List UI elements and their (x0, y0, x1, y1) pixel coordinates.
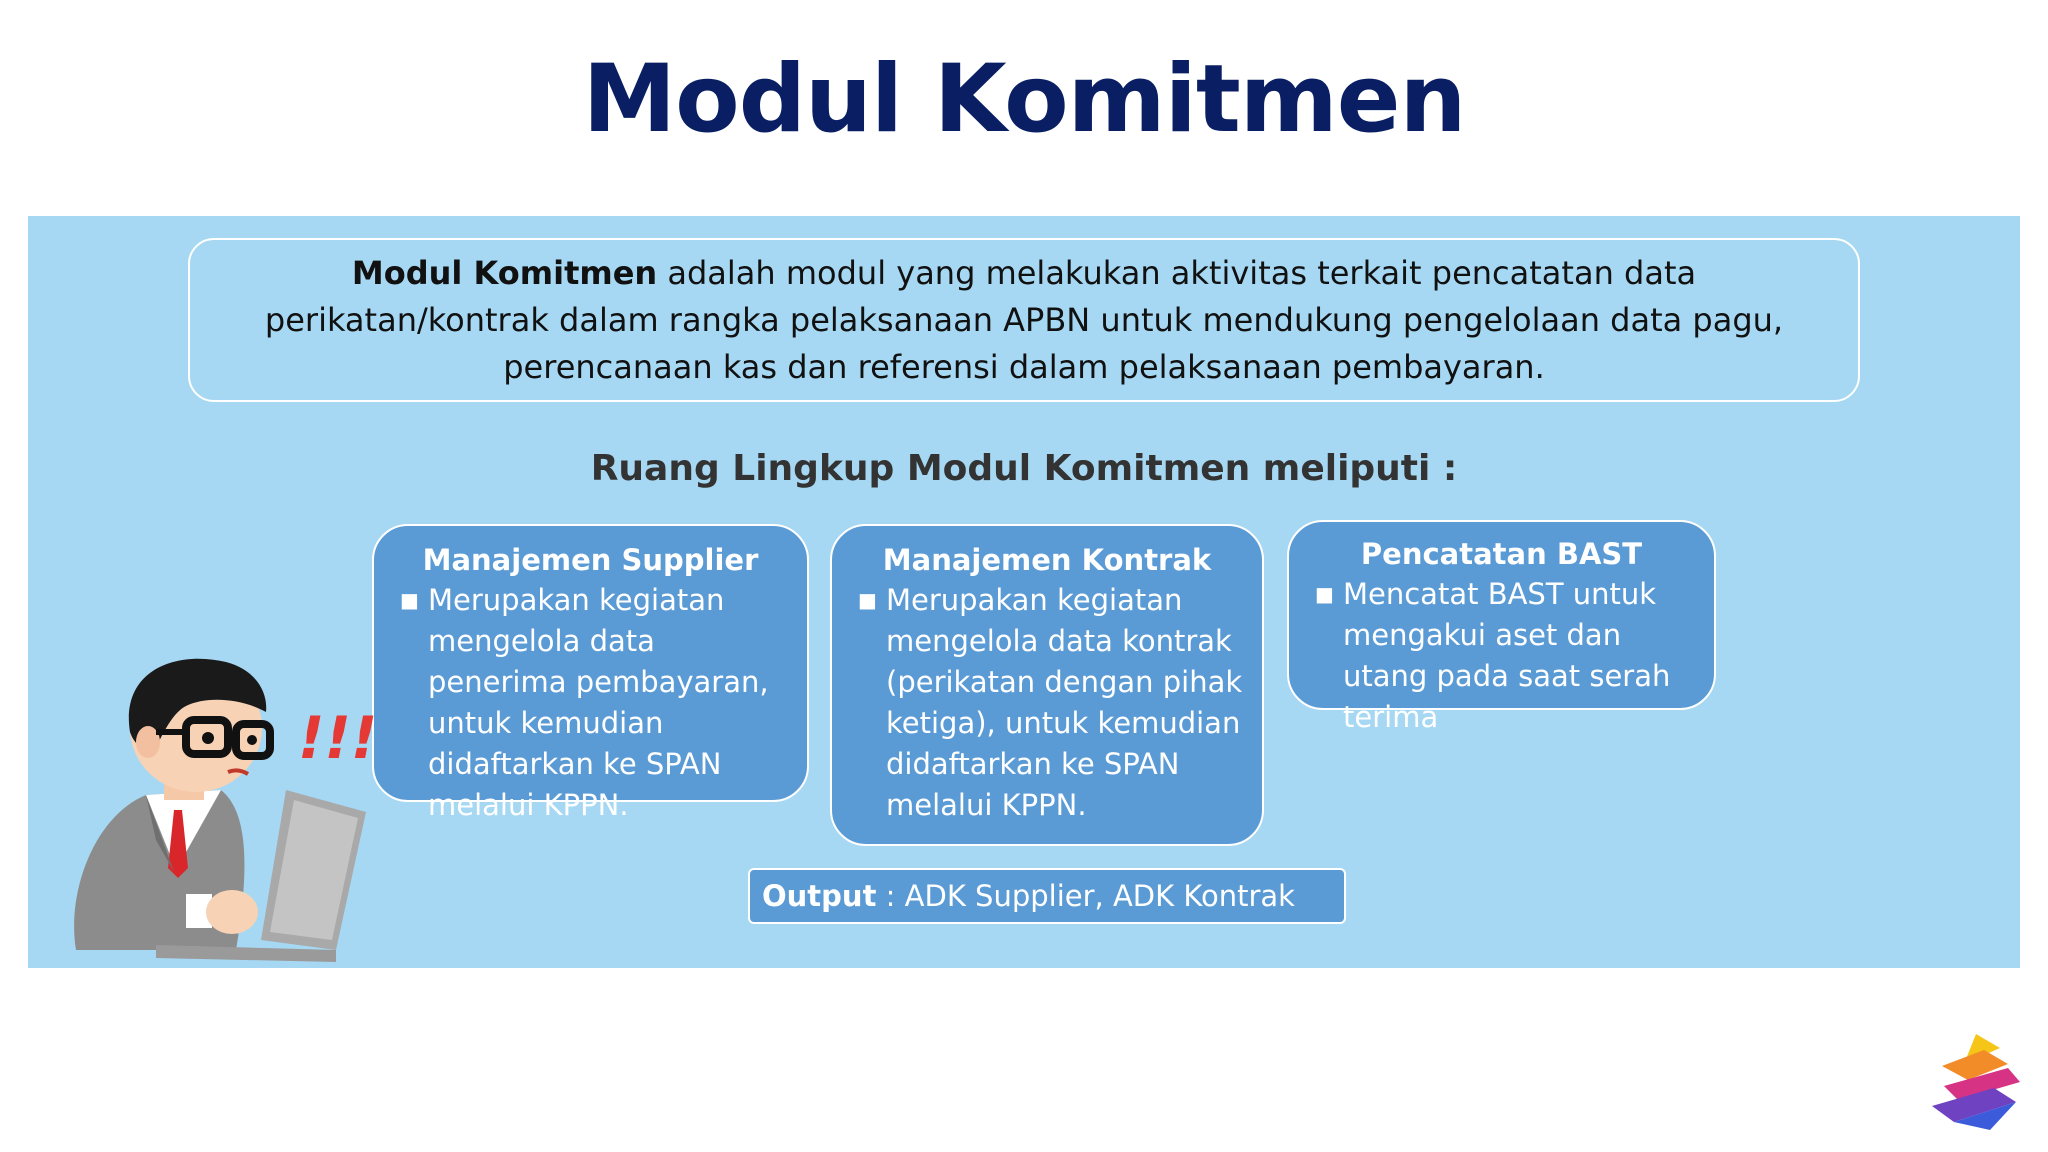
card-title: Manajemen Supplier (422, 543, 759, 577)
output-box (748, 868, 1346, 924)
card-pencatatan-bast (1287, 520, 1716, 734)
businessman-laptop-illustration (36, 640, 416, 970)
definition-box (188, 238, 1860, 402)
logo-icon (1924, 1030, 2028, 1134)
definition-term: Modul Komitmen (351, 253, 658, 292)
card-bullet-item (1307, 574, 1704, 738)
card-bullet-item (392, 580, 797, 826)
scope-heading: Ruang Lingkup Modul Komitmen meliputi : (590, 448, 1458, 489)
card-item-text: Mencatat BAST untuk mengakui aset dan utang pada saat serah terima (1343, 577, 1671, 734)
output-value: : ADK Supplier, ADK Kontrak (876, 879, 1295, 913)
card-title: Manajemen Kontrak (882, 543, 1212, 577)
bullet-icon: ■ (400, 588, 419, 612)
card-manajemen-kontrak (830, 524, 1264, 846)
definition-body: adalah modul yang melakukan aktivitas terkait pencatatan data perikatan/kontrak dalam rangka pelaksanaan APBN untuk mendukung pengelolaan data pagu, perencanaan kas dan referensi dalam pelaksanaan pembayaran. (264, 253, 1784, 386)
card-manajemen-supplier (372, 524, 809, 822)
page-title: Modul Komitmen (582, 45, 1466, 154)
bullet-icon: ■ (858, 588, 877, 612)
output-label: Output (762, 879, 877, 913)
exclamation-icon: !!! (298, 704, 378, 772)
definition-text (220, 250, 1828, 391)
card-item-text: Merupakan kegiatan mengelola data penerima pembayaran, untuk kemudian didaftarkan ke SPAN melalui KPPN. (428, 583, 769, 822)
bullet-icon: ■ (1315, 582, 1334, 606)
card-item-text: Merupakan kegiatan mengelola data kontrak (perikatan dengan pihak ketiga), untuk kemudian didaftarkan ke SPAN melalui KPPN. (886, 583, 1243, 822)
card-bullet-item (850, 580, 1252, 826)
card-title: Pencatatan BAST (1360, 537, 1643, 571)
